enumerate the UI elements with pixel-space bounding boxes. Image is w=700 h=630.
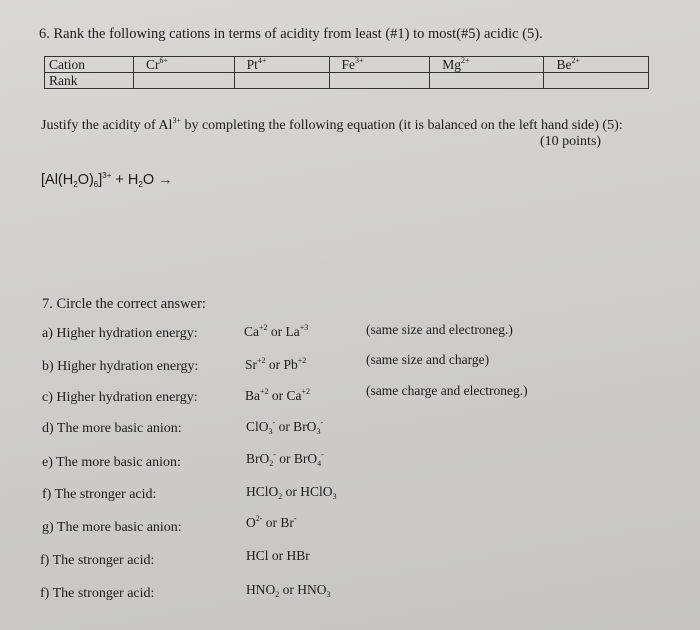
item-c-note: (same charge and electroneg.) (366, 383, 528, 398)
cation-be: $Be^{2+}$ (544, 57, 649, 73)
item-b-note: (same size and charge) (366, 352, 490, 367)
item-b-options[interactable]: $Sr^{+2}$ or $Pb^{+2}$ (245, 356, 307, 372)
rank-cell-5[interactable] (544, 73, 649, 89)
justify-instruction: Justify the acidity of $Al^{3+}$ by completing the following equation (it is balanced on the left hand side) (5): (41, 116, 623, 133)
item-a-note: (same size and electroneg.) (366, 322, 513, 337)
rank-cell-1[interactable] (134, 73, 235, 89)
item-f-options[interactable]: HClO$_2$ or HClO$_3$ (246, 484, 337, 501)
rank-row (45, 73, 649, 89)
question-6-text: 6. Rank the following cations in terms of acidity from least (#1) to most(#5) acidic (5). (39, 26, 543, 42)
cation-mg: $Mg^{2+}$ (430, 57, 544, 73)
item-e-options[interactable]: BrO$_2$- or BrO$_4$- (246, 450, 324, 468)
item-a-options[interactable]: $Ca^{+2}$ or $La^{+3}$ (244, 323, 309, 339)
item-g-label: g) The more basic anion: (42, 520, 182, 535)
cation-pt: $Pt^{4+}$ (234, 57, 329, 73)
cation-rank-table (44, 56, 649, 89)
item-d-options[interactable]: ClO$_3$- or BrO$_3$- (246, 418, 324, 436)
item-i-options[interactable]: $HNO_2$ or $HNO_3$ (246, 582, 331, 599)
cation-row (45, 57, 649, 73)
rank-cell-3[interactable] (329, 73, 430, 89)
item-g-options[interactable]: $O^{2-}$ or Br- (246, 514, 297, 530)
item-c-options[interactable]: $Ba^{+2}$ or $Ca^{+2}$ (245, 387, 311, 403)
cation-fe: $Fe^{3+}$ (329, 57, 430, 73)
row-label-rank: Rank (45, 73, 134, 89)
item-e-label: e) The more basic anion: (42, 455, 181, 470)
item-b-label: b) Higher hydration energy: (42, 359, 199, 374)
rank-cell-2[interactable] (234, 73, 329, 89)
rank-cell-4[interactable] (430, 73, 544, 89)
points-label: (10 points) (540, 134, 602, 149)
cation-cr: $Cr^{6+}$ (134, 57, 235, 73)
item-c-label: c) Higher hydration energy: (42, 390, 198, 405)
item-a-label: a) Higher hydration energy: (42, 326, 198, 341)
item-i-label: f) The stronger acid: (40, 586, 155, 601)
item-h-label: f) The stronger acid: (40, 553, 155, 568)
item-f-label: f) The stronger acid: (42, 487, 157, 502)
question-7-heading: 7. Circle the correct answer: (42, 296, 206, 312)
item-d-label: d) The more basic anion: (42, 421, 182, 436)
row-label-cation: Cation (45, 57, 134, 73)
item-h-options[interactable]: HCl or HBr (246, 548, 310, 563)
hydrolysis-equation: $[Al(H_2O)_6]^{3+} + H_2O$ → (41, 171, 173, 189)
